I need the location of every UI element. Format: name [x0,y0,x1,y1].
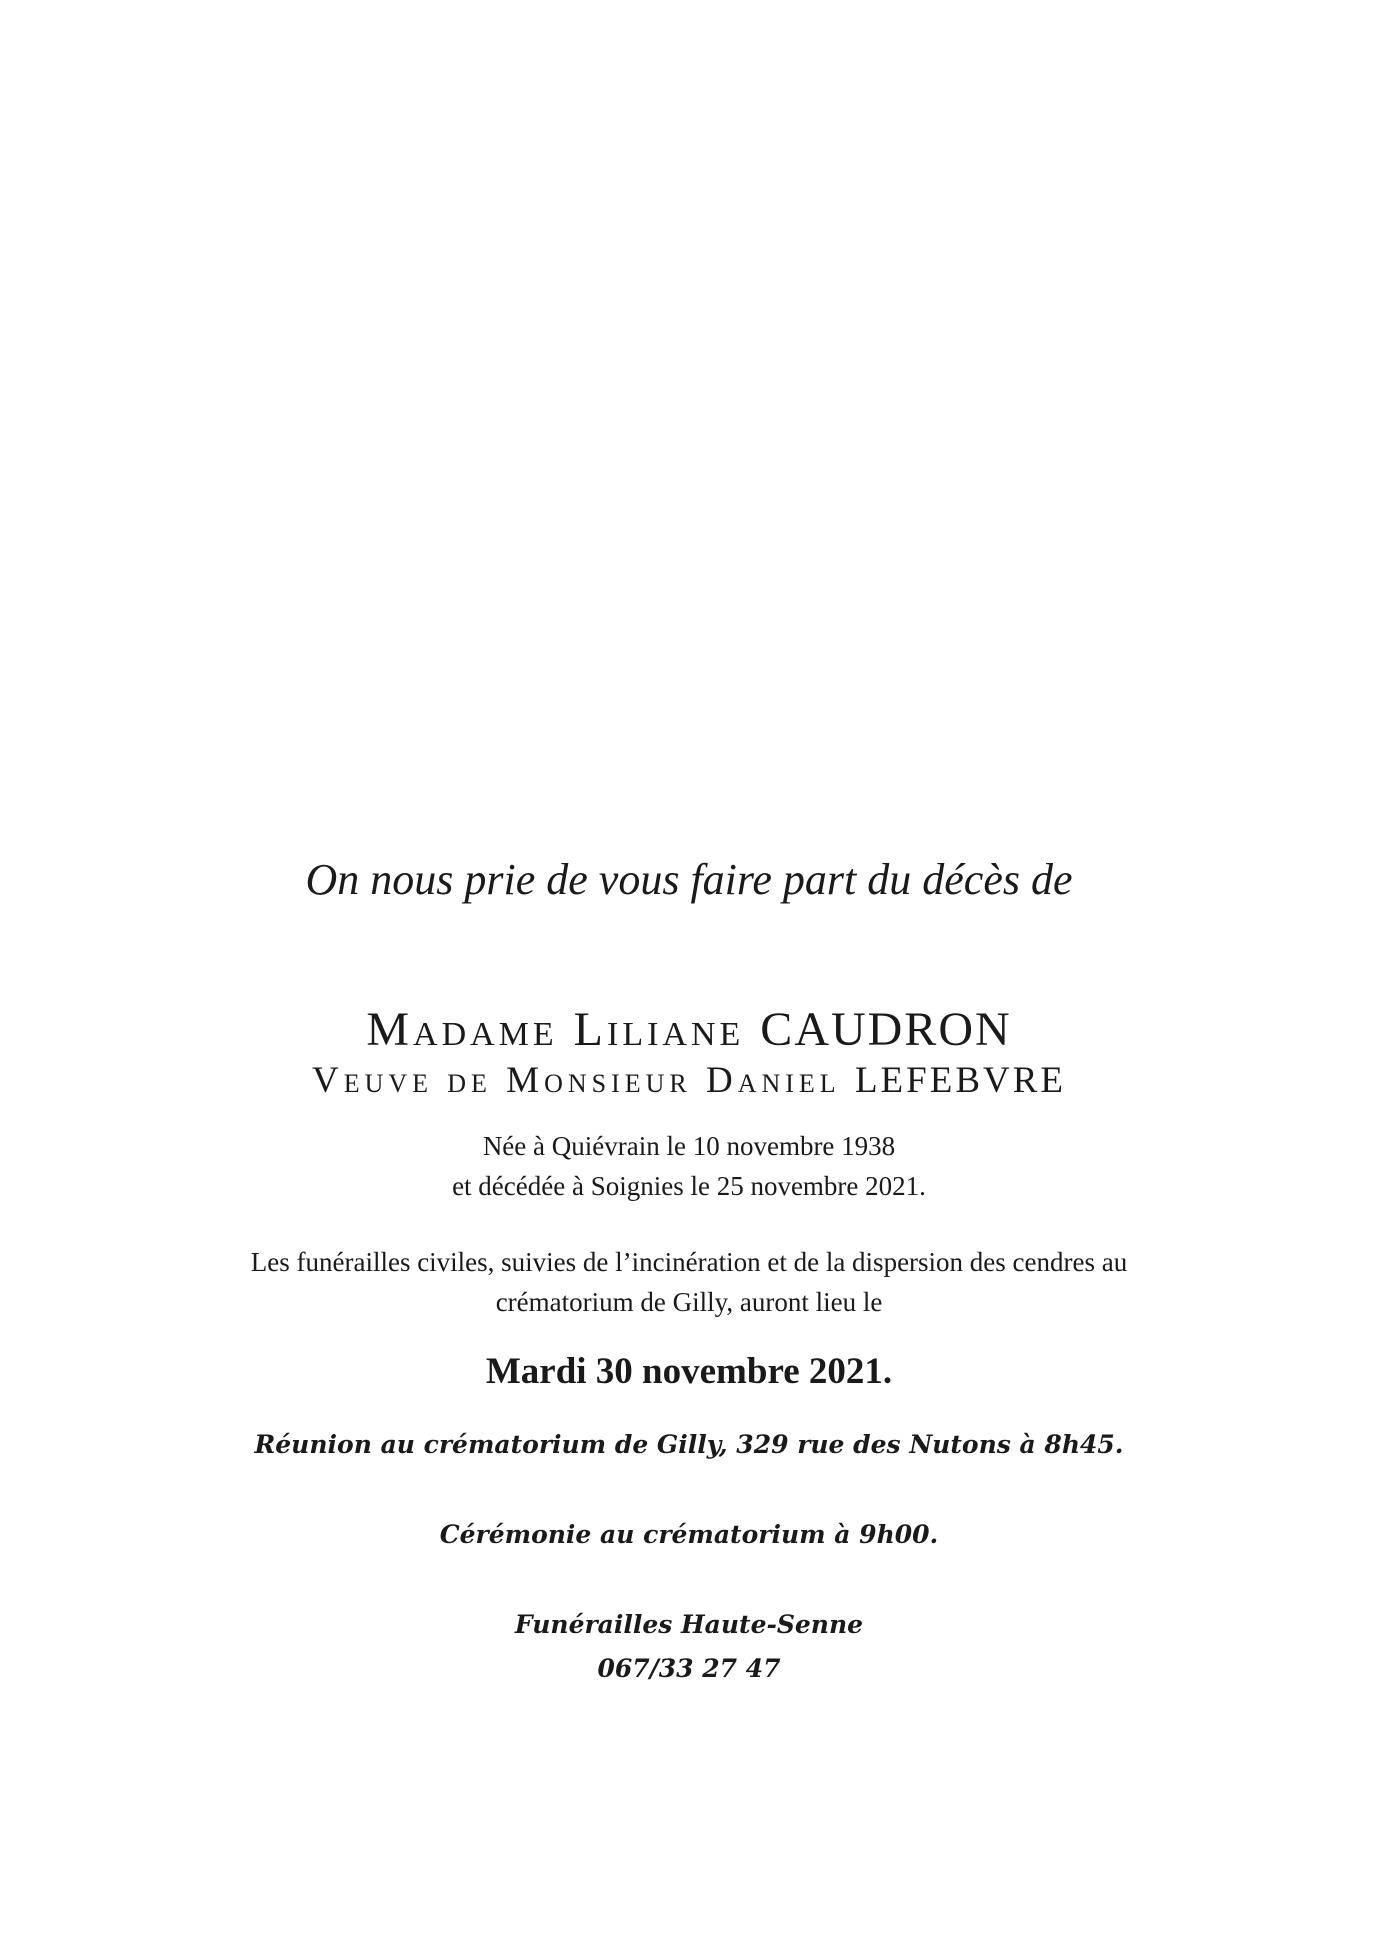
widow-of-prefix: Veuve de Monsieur Daniel [311,1060,841,1101]
undertaker-name: Funérailles Haute-Senne [514,1610,864,1639]
funeral-date: Mardi 30 novembre 2021. [485,1351,893,1392]
ceremony-info: Cérémonie au crématorium à 9h00. [439,1520,939,1549]
deceased-surname: CAUDRON [760,1003,1012,1056]
funeral-text-line-1: Les funérailles civiles, suivies de l’incinération et de la dispersion des cendres au [250,1247,1128,1277]
reunion-info: Réunion au crématorium de Gilly, 329 rue des Nutons à 8h45. [254,1430,1124,1459]
deceased-title-firstname: Madame Liliane [366,1003,745,1056]
widow-of-surname: LEFEBVRE [854,1060,1067,1101]
widow-of-line [0,1058,1378,1104]
birth-line: Née à Quiévrain le 10 novembre 1938 [482,1131,896,1161]
undertaker-phone: 067/33 27 47 [597,1654,781,1683]
death-line: et décédée à Soignies le 25 novembre 2021. [452,1171,926,1201]
deceased-name [0,1002,1378,1058]
funeral-text-line-2: crématorium de Gilly, auront lieu le [495,1287,883,1317]
intro-text: On nous prie de vous faire part du décès de [305,855,1073,904]
